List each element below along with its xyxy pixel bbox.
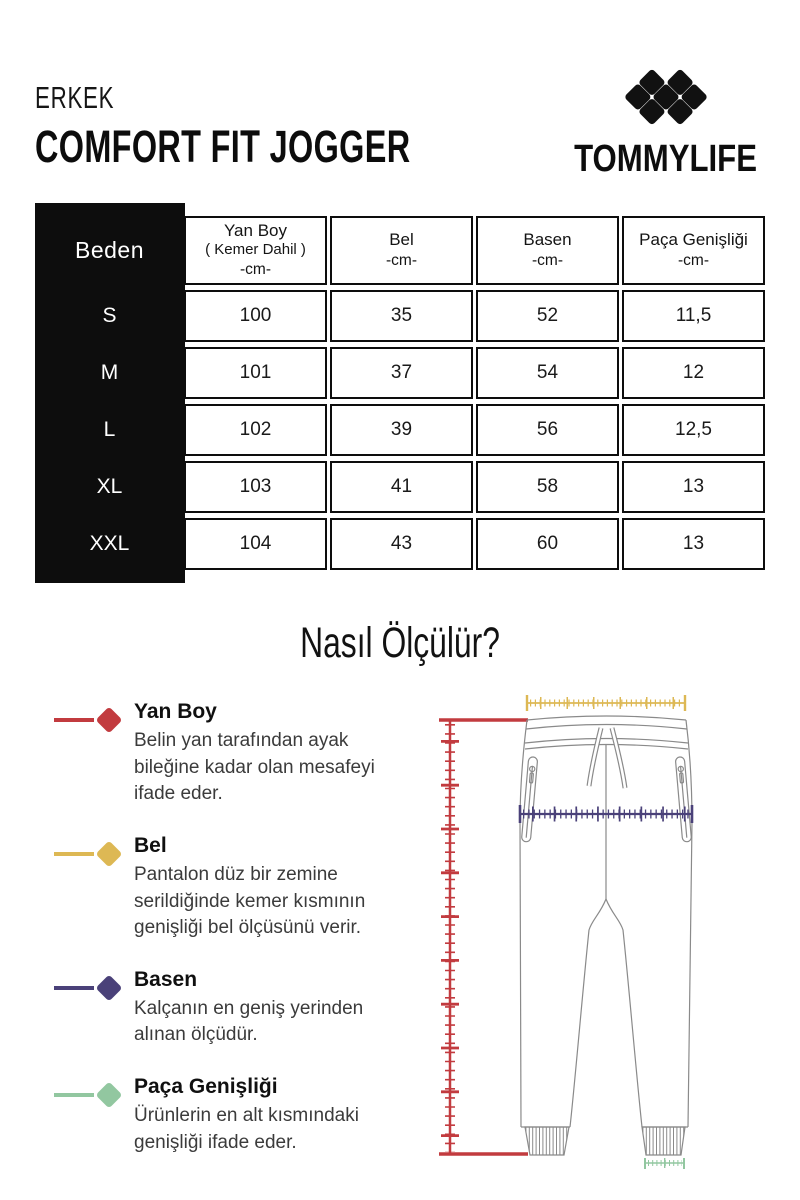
value-cell: 52 (476, 290, 619, 342)
value-cell: 35 (330, 290, 473, 342)
header (0, 0, 800, 181)
legend-description: Belin yan tarafından ayak bileğine kadar olan mesafeyi ifade eder. (134, 730, 375, 805)
size-label: XXL (89, 532, 130, 556)
size-label: XL (96, 475, 123, 499)
value-cell: 39 (330, 404, 473, 456)
legend-label: Basen (134, 967, 198, 991)
value-cell: 41 (330, 461, 473, 513)
value-cell: 12,5 (622, 404, 765, 456)
basen-diamond-icon (52, 970, 130, 1006)
value-cell: 104 (184, 518, 327, 570)
legend-description: Kalçanın en geniş yerinden alınan ölçüdür. (134, 997, 364, 1046)
product-heading (35, 64, 557, 172)
product-title: COMFORT FIT JOGGER (35, 120, 411, 172)
value-cell: 11,5 (622, 290, 765, 342)
yan-boy-diamond-icon (52, 702, 130, 738)
how-to-measure-title: Nasıl Ölçülür? (300, 619, 500, 668)
size-table (35, 211, 768, 575)
value-cell: 102 (184, 404, 327, 456)
legend-description: Pantalon düz bir zemine serildiğinde kemer kısmının genişliği bel ölçüsünü verir. (134, 864, 366, 939)
value-cell: 12 (622, 347, 765, 399)
size-label: M (100, 361, 119, 385)
legend-item-bel (52, 834, 422, 942)
value-cell: 60 (476, 518, 619, 570)
category-label: ERKEK (35, 80, 115, 115)
table-row (38, 404, 765, 456)
table-row (38, 461, 765, 513)
jogger-measurement-diagram (422, 682, 800, 1187)
legend-description: Ürünlerin en alt kısmındaki genişliği ifade eder. (134, 1105, 359, 1153)
yan-boy-measure-line (439, 720, 528, 1154)
legend-item-paca-genisligi (52, 1075, 422, 1156)
value-cell: 37 (330, 347, 473, 399)
column-header-basen: Basen -cm- (476, 216, 619, 285)
column-header-paca-genisligi: Paça Genişliği -cm- (622, 216, 765, 285)
brand-block (566, 64, 766, 181)
table-header-row (38, 216, 765, 285)
tommylife-logo-icon (616, 64, 716, 130)
table-row (38, 290, 765, 342)
value-cell: 43 (330, 518, 473, 570)
size-label: S (102, 304, 117, 328)
value-cell: 103 (184, 461, 327, 513)
measure-legend (52, 682, 422, 1187)
legend-label: Yan Boy (134, 700, 217, 724)
size-table-section (35, 203, 768, 583)
value-cell: 58 (476, 461, 619, 513)
value-cell: 13 (622, 461, 765, 513)
legend-item-basen (52, 968, 422, 1049)
size-label: L (103, 418, 116, 442)
legend-item-yan-boy (52, 700, 422, 808)
value-cell: 54 (476, 347, 619, 399)
paca-genisligi-diamond-icon (52, 1077, 130, 1113)
value-cell: 13 (622, 518, 765, 570)
bel-diamond-icon (52, 836, 130, 872)
column-header-yan-boy: Yan Boy ( Kemer Dahil ) -cm- (184, 216, 327, 285)
paca-genisligi-measure-line (645, 1158, 684, 1169)
brand-name: TOMMYLIFE (574, 138, 758, 180)
bel-measure-line (527, 695, 685, 711)
value-cell: 101 (184, 347, 327, 399)
table-row (38, 518, 765, 570)
value-cell: 56 (476, 404, 619, 456)
value-cell: 100 (184, 290, 327, 342)
size-column-header: Beden (74, 237, 144, 264)
table-row (38, 347, 765, 399)
jogger-sketch (520, 716, 692, 1155)
how-to-measure-section (0, 682, 800, 1187)
jogger-diagram-icon (422, 682, 767, 1182)
column-header-bel: Bel -cm- (330, 216, 473, 285)
legend-label: Bel (134, 834, 167, 858)
legend-label: Paça Genişliği (134, 1075, 278, 1099)
